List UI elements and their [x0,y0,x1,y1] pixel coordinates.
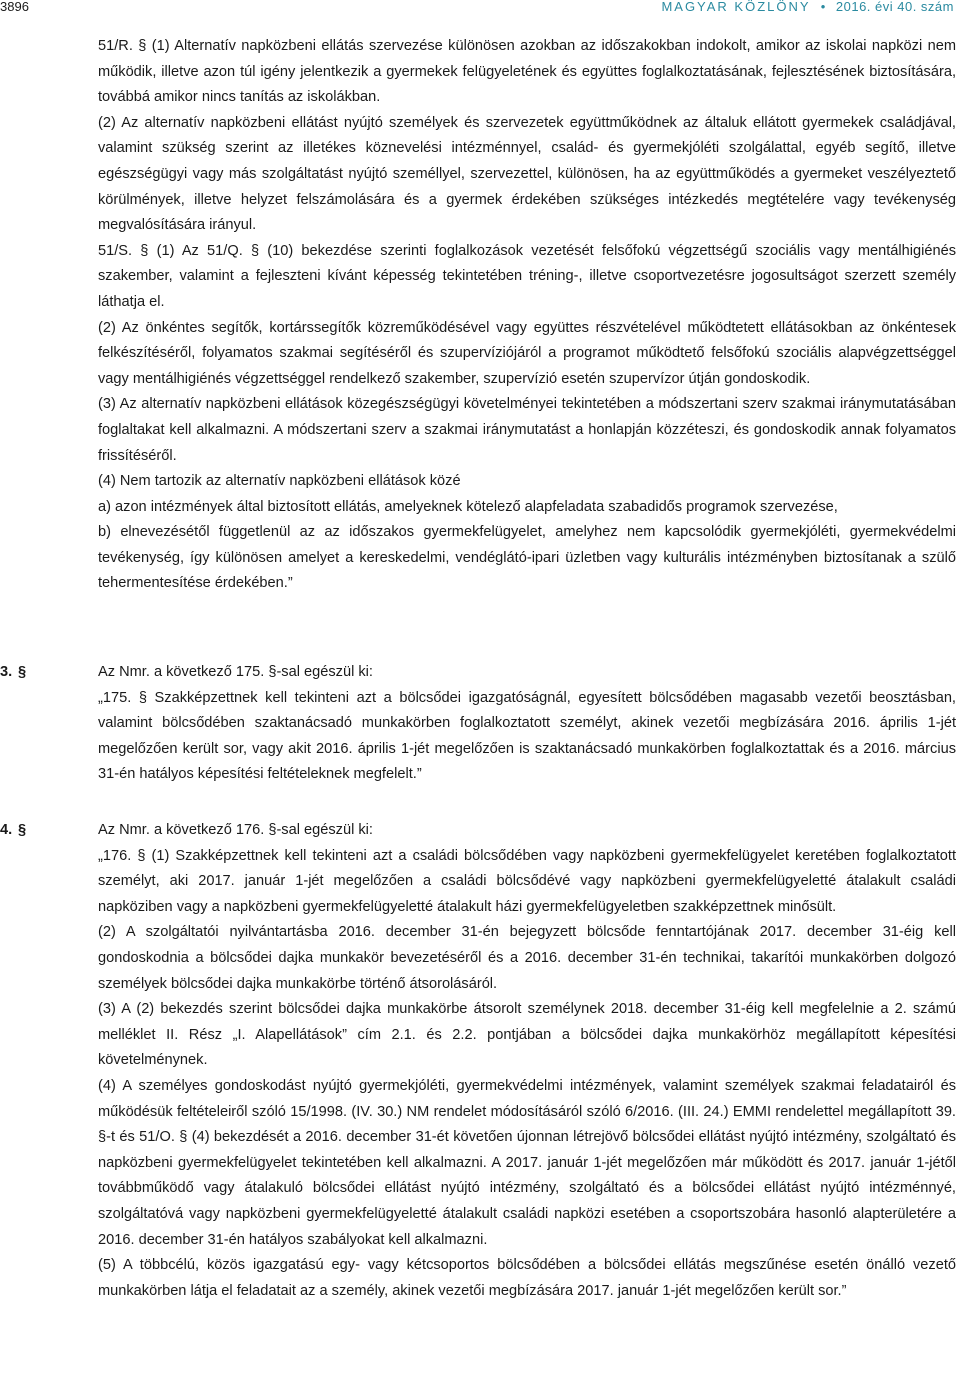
section-4-body [98,818,956,1304]
section-3-text: „175. § Szakképzettnek kell tekinteni azt a bölcsődei igazgatóságnál, egyesített bölcsődében magasabb vezetői beosztásban, valamint bölcsődében szaktanácsadó munkakörben foglalkoztatott személyt, akinek vezetői megbízására 2016. április 1-jét megelőzően került sor, vagy akit 2016. április 1-jét megelőzően is szaktanácsadó munkakörben foglalkoztattak és a 2016. március 31-én hatályos képesítési feltételeknek megfelelt.” [98,689,956,783]
header-bullet: • [820,0,826,14]
paragraph-51r-1: 51/R. § (1) Alternatív napközbeni ellátás szervezése különösen azokban az időszakokban indokolt, amikor az iskolai napközi nem működik, illetve azon túl igény jelentkezik a gyermekek felügyeletének és együttes foglalkoztatásának, fejlesztésének biztosítására, továbbá amikor nincs tanítás az iskolákban. [98,38,956,106]
section-3-body [98,660,956,788]
section-4-paragraph-4: (4) A személyes gondoskodást nyújtó gyermekjóléti, gyermekvédelmi intézmények, valamint személyek szakmai feladatairól és működésük feltételeiről szóló 15/1998. (IV. 30.) NM rendelet módosításáról szóló 6/2016. (III. 24.) EMMI rendelettel megállapított 39. §-t és 51/O. § (4) bekezdését a 2016. december 31-ét követően újonnan létrejövő bölcsődei ellátást nyújtó intézmény, szolgáltató és napközbeni gyermekfelügyelet tekintetében kell alkalmazni. A 2017. január 1-jét megelőzően már működött és 2017. január 1-jétől továbbműködő vagy átalakuló bölcsődei ellátást nyújtó intézmény, szolgáltató és a bölcsődei ellátást nyújtó intézménnyé, szolgáltatóvá vagy napközbeni gyermekfelügyeletté átalakult családi napközi esetében a csoportszobára hasonló alapterületére a 2016. december 31-én hatályos szabályokat kell alkalmazni. [98,1077,956,1248]
section-3-intro: Az Nmr. a következő 175. §-sal egészül ki: [98,664,373,680]
paragraph-51s-1: 51/S. § (1) Az 51/Q. § (10) bekezdése szerinti foglalkozások vezetését felsőfokú végzettségű szociális vagy mentálhigiénés szakember, valamint a fejleszteni kívánt képesség tekintetében tréning-, illetve csoportvezetésre jogosultságot szerzett személy láthatja el. [98,242,956,310]
paragraph-51s-4a: a) azon intézmények által biztosított ellátás, amelyeknek kötelező alapfeladata szabadidős programok szervezése, [98,498,838,515]
section-4-paragraph-5: (5) A többcélú, közös igazgatású egy- vagy kétcsoportos bölcsődében a bölcsődei ellátás megszűnése esetén önálló vezető munkakörben látja el feladatait az a személy, akinek vezetői megbízására 2017. január 1-jét megelőzően került sor.” [98,1257,956,1299]
section-4-symbol: § [18,822,27,838]
journal-title: MAGYAR KÖZLÖNY [661,0,811,14]
paragraph-51r-2: (2) Az alternatív napközbeni ellátást nyújtó személyek és szervezetek együttműködnek az általuk ellátott gyermekek családjával, valamint szükség szerint az illetékes köznevelési intézménnyel, család- és gyermekjóléti szolgálattal, egyéb segítő, illetve egészségügyi vagy más szolgáltatást nyújtó személlyel, szervezettel, különösen, ha az együttműködés a gyermeket veszélyeztető körülmények, illetve helyzet felszámolására és a gyermek érdekében szükséges intézkedés megtételére vagy tevékenység megvalósítására irányul. [98,114,956,234]
section-4-paragraph-1: „176. § (1) Szakképzettnek kell tekinteni azt a családi bölcsődében vagy napközbeni gyermekfelügyelet keretében foglalkoztatott személyt, aki 2017. január 1-jét megelőzően a családi bölcsődévé vagy napközbeni gyermekfelügyeletté átalakult családi napköziben vagy a napközbeni gyermekfelügyeletté átalakult házi gyermekfelügyeletben szakképzettnek minősült. [98,847,956,915]
paragraph-51s-4: (4) Nem tartozik az alternatív napközbeni ellátások közé [98,473,461,490]
section-4-intro: Az Nmr. a következő 176. §-sal egészül ki: [98,822,373,838]
block-51r-51s [98,34,956,597]
section-4-paragraph-3: (3) A (2) bekezdés szerint bölcsődei dajka munkakörbe átsorolt személynek 2018. december 31-éig kell megfelelnie a 2. számú melléklet II. Rész „I. Alapellátások” cím 2.1. és 2.2. pontjában a bölcsődei dajka munkakörhöz megállapított képesítési követelménynek. [98,1001,956,1069]
page-number: 3896 [0,0,29,14]
section-3-symbol: § [18,664,27,680]
issue-label: 2016. évi 40. szám [835,0,954,14]
journal-header [661,0,954,14]
paragraph-51s-3: (3) Az alternatív napközbeni ellátások közegészségügyi követelményei tekintetében a módszertani szerv szakmai iránymutatásában foglaltakat kell alkalmazni. A módszertani szerv a szakmai iránymutatást a honlapján közzéteszi, és gondoskodik annak folyamatos frissítéséről. [98,396,956,464]
section-4-number: 4. [0,822,13,838]
section-3-number: 3. [0,664,13,680]
paragraph-51s-4b: b) elnevezésétől függetlenül az az időszakos gyermekfelügyelet, amelyhez nem kapcsolódik gyermekjóléti, gyermekvédelmi tevékenység, így különösen amelyet a kereskedelmi, vendéglátó-ipari üzletben vagy kulturális intézményben biztosítanak a szülő tehermentesítése érdekében.” [98,524,956,592]
paragraph-51s-2: (2) Az önkéntes segítők, kortárssegítők közreműködésével vagy együttes részvételével működtetett ellátásokban az önkéntesek felkészítéséről, folyamatos szakmai segítéséről és szupervíziójáról a programot működtető felsőfokú szociális alapvégzettséggel vagy mentálhigiénés végzettséggel rendelkező szakember, szupervízió esetén szupervízor útján gondoskodik. [98,319,956,387]
section-4-paragraph-2: (2) A szolgáltatói nyilvántartásba 2016. december 31-én bejegyzett bölcsőde fenntartójának 2017. december 31-éig kell gondoskodnia a bölcsődei dajka munkakör bevezetéséről és a 2016. december 31-én technikai, takarítói munkakörben dolgozó személyek bölcsődei dajka munkakörbe történő átsorolásáról. [98,924,956,992]
page-header [0,0,960,22]
